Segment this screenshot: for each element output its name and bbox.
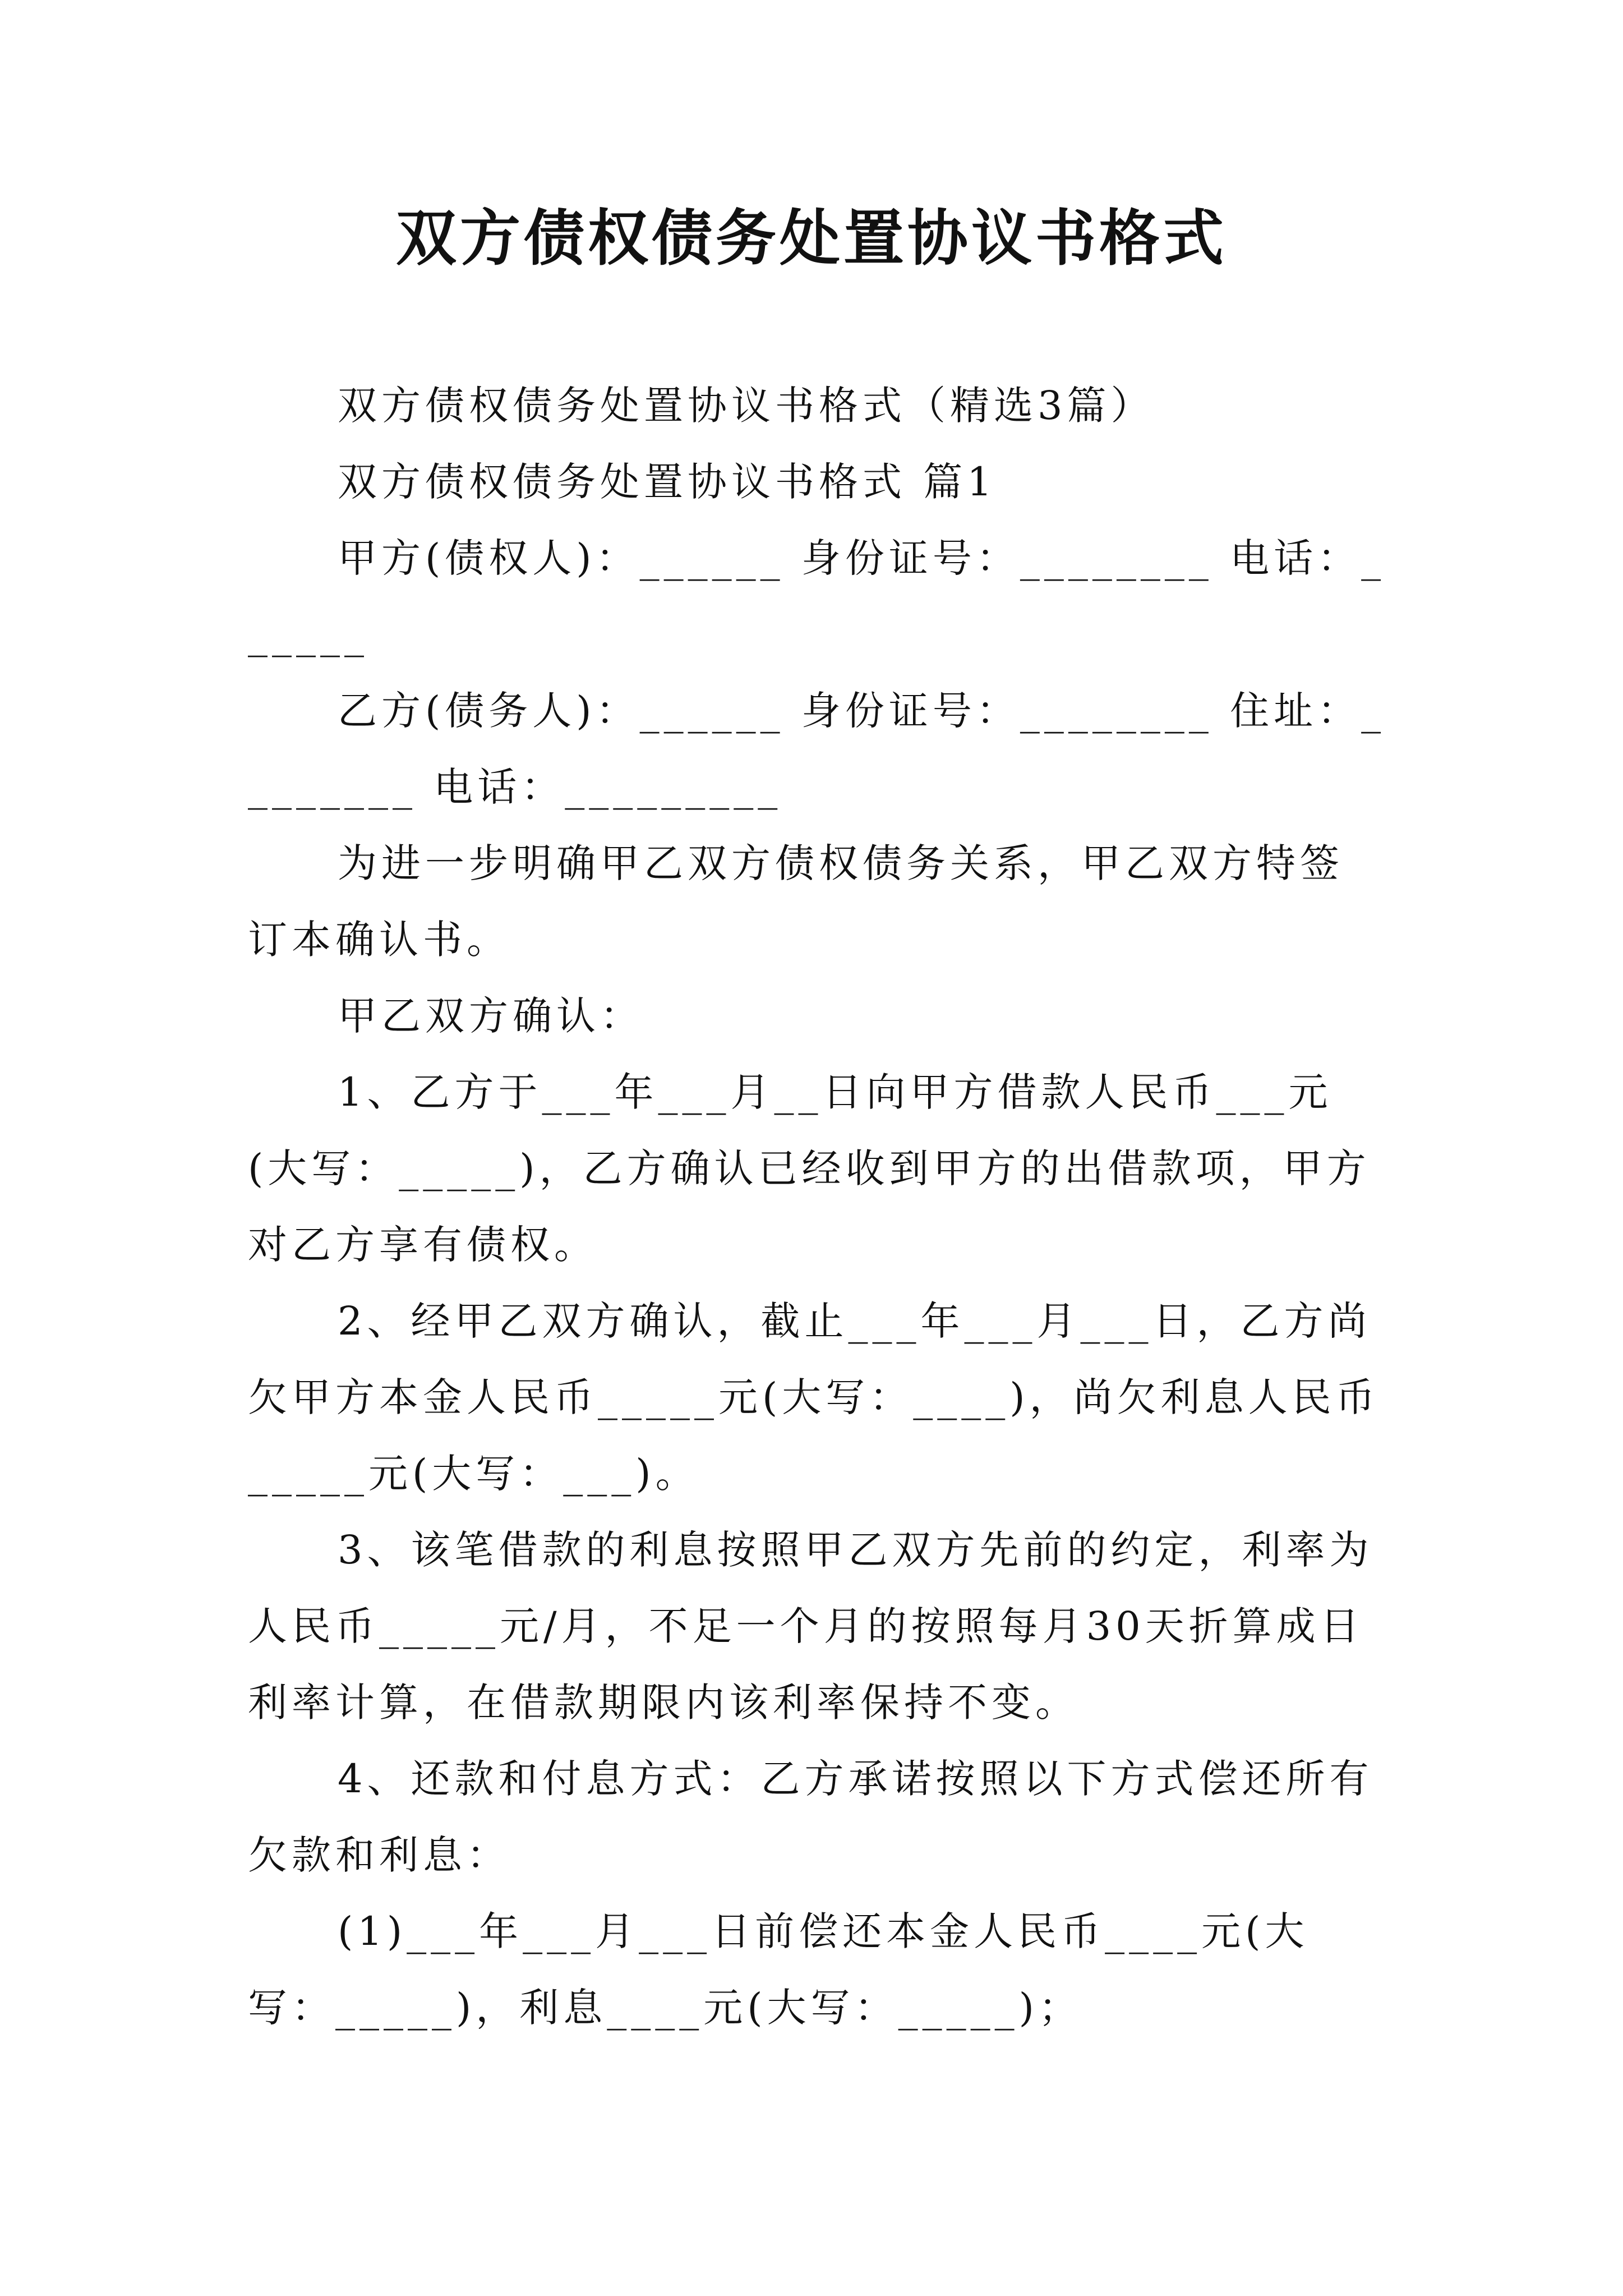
paragraph-clause-4: 4、还款和付息方式：乙方承诺按照以下方式偿还所有欠款和利息： — [248, 1756, 1373, 1878]
paragraph-subtitle: 双方债权债务处置协议书格式（精选3篇） — [338, 383, 1155, 429]
paragraph-clause-2: 2、经甲乙双方确认，截止___年___月___日，乙方尚欠甲方本金人民币_____元(大写：____)，尚欠利息人民币_____元(大写：___)。 — [248, 1298, 1380, 1497]
paragraph-clause-1: 1、乙方于___年___月__日向甲方借款人民币___元(大写：_____)，乙方确认已经收到甲方的出借款项，甲方对乙方享有债权。 — [248, 1069, 1371, 1268]
document-title: 双方债权债务处置协议书格式 — [395, 203, 1227, 274]
paragraph-clause-3: 3、该笔借款的利息按照甲乙双方先前的约定，利率为人民币_____元/月，不足一个月的按照每月30天折算成日利率计算，在借款期限内该利率保持不变。 — [248, 1527, 1373, 1726]
paragraph-party-a: 甲方(债权人)：______ 身份证号：________ 电话：______ — [248, 535, 1386, 657]
paragraph-section-heading: 双方债权债务处置协议书格式 篇1 — [338, 459, 997, 505]
paragraph-party-b: 乙方(债务人)：______ 身份证号：________ 住址：________ 电话：_________ — [248, 688, 1386, 810]
document-body — [248, 367, 1386, 2046]
paragraph-confirm-heading: 甲乙双方确认： — [338, 993, 644, 1039]
paragraph-clause-4-item-1: (1)___年___月___日前偿还本金人民币____元(大写：_____)，利息____元(大写：_____)； — [248, 1908, 1309, 2031]
paragraph-purpose: 为进一步明确甲乙双方债权债务关系，甲乙双方特签订本确认书。 — [248, 840, 1344, 963]
